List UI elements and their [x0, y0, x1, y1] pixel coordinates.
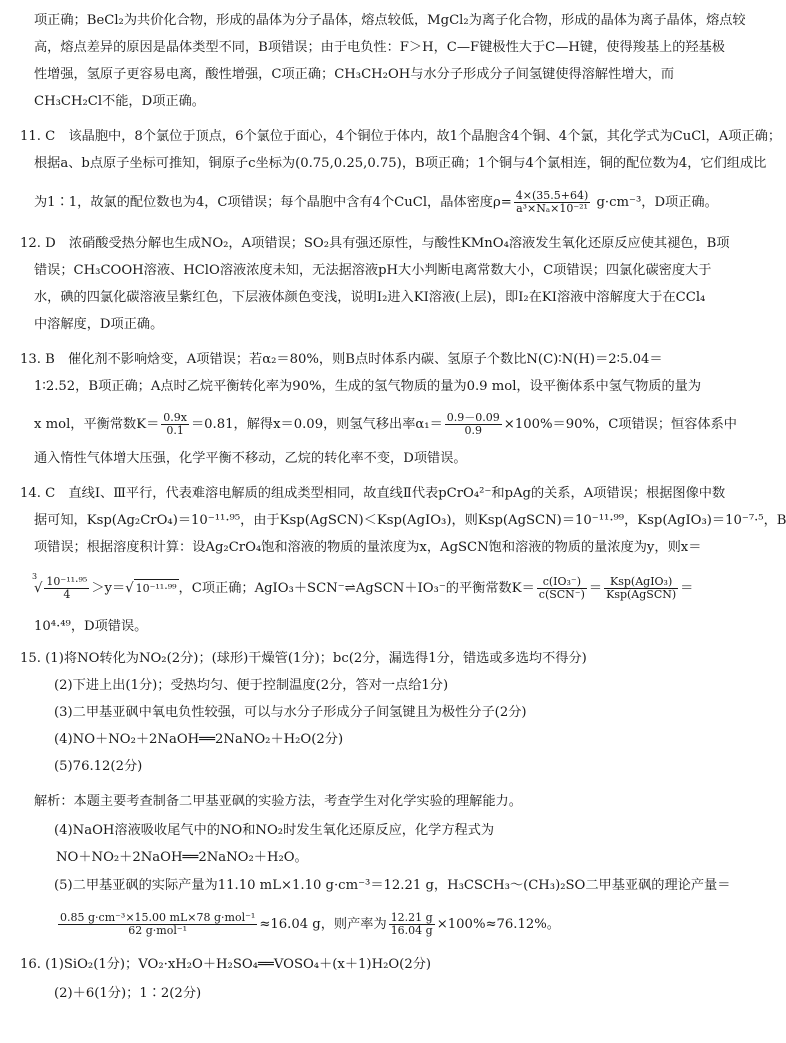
text-line: 项错误；根据溶度积计算：设Ag₂CrO₄饱和溶液的物质的量浓度为x，AgSCN饱和溶液的物质的量浓度为y，则x＝ — [34, 540, 702, 555]
equation-line: NO＋NO₂＋2NaOH══2NaNO₂＋H₂O。 — [56, 850, 308, 865]
answer-16-line: 16. (1)SiO₂(1分)；VO₂·xH₂O＋H₂SO₄══VOSO₄＋(x＋1)H₂O(2分) — [20, 957, 432, 972]
answer-12-line: 12. D 浓硝酸受热分解也生成NO₂，A项错误；SO₂具有强还原性，与酸性KMnO₄溶液发生氧化还原反应使其褪色，B项 — [20, 236, 730, 251]
text-line: 中溶解度，D项正确。 — [34, 317, 164, 332]
text-line-with-fraction: 为1∶1，故氯的配位数也为4，C项错误；每个晶胞中含有4个CuCl，晶体密度ρ= $\frac{4\times(35.5+64)}{\text{a³×Nₐ×10⁻²¹}}$ g·cm⁻³，D项正确。 — [34, 189, 718, 215]
text-line: (5)76.12(2分) — [54, 759, 143, 774]
text-line: 通入惰性气体增大压强，化学平衡不移动，乙烷的转化率不变，D项错误。 — [34, 451, 467, 466]
cube-root: 3 √ $\frac{\text{10⁻¹¹·⁹⁵}}{4}$ — [32, 572, 88, 601]
density-fraction: $\frac{4\times(35.5+64)}{\text{a³×Nₐ×10⁻²¹}}$ — [515, 189, 589, 215]
answer-14-line: 14. C 直线Ⅰ、Ⅲ平行，代表难溶电解质的组成类型相同，故直线Ⅱ代表pCrO₄²⁻和pAg的关系，A项错误；根据图像中数 — [20, 486, 726, 501]
text-line: CH₃CH₂Cl不能，D项正确。 — [34, 94, 205, 109]
answer-15-line: 15. (1)将NO转化为NO₂(2分)；(球形)干燥管(1分)；bc(2分，漏选得1分，错选或多选均不得分) — [20, 651, 587, 666]
yield-rate-fraction: $\frac{12.21 g}{16.04 g}$ — [390, 911, 433, 937]
text-line: (2)下进上出(1分)；受热均匀、便于控制温度(2分，答对一点给1分) — [54, 678, 449, 693]
text-line: (3)二甲基亚砜中氧电负性较强，可以与水分子形成分子间氢键且为极性分子(2分) — [54, 705, 527, 720]
theoretical-yield-fraction: $\frac{\text{0.85 g·cm⁻³×15.00 mL×78 g·mol⁻¹}}{\text{62 g·mol⁻¹}}$ — [60, 911, 256, 937]
equilibrium-constant-fraction: $\frac{0.9x}{0.1}$ — [163, 411, 187, 437]
text-line: 性增强，氢原子更容易电离，酸性增强，C项正确；CH₃CH₂OH与水分子形成分子间氢键使得溶解性增大，而 — [34, 67, 675, 82]
text-line: 据可知，Ksp(Ag₂CrO₄)＝10⁻¹¹·⁹⁵，由于Ksp(AgSCN)＜Ksp(AgIO₃)，则Ksp(AgSCN)＝10⁻¹¹·⁹⁹，Ksp(AgIO₃)＝10⁻⁷·⁵，B — [34, 513, 786, 528]
text-line: (4)NaOH溶液吸收尾气中的NO和NO₂时发生氧化还原反应，化学方程式为 — [54, 823, 495, 838]
square-root: 10⁻¹¹·⁹⁹ — [134, 579, 179, 598]
answer-13-line: 13. B 催化剂不影响焓变，A项错误；若α₂＝80%，则B点时体系内碳、氢原子个数比N(C)∶N(H)＝2∶5.04＝ — [20, 352, 663, 367]
text-line: 10⁴·⁴⁹，D项错误。 — [34, 619, 148, 634]
text-line: 1∶2.52，B项正确；A点时乙烷平衡转化率为90%，生成的氢气物质的量为0.9 mol，设平衡体系中氢气物质的量为 — [34, 379, 702, 394]
text-line: 根据a、b点原子坐标可推知，铜原子c坐标为(0.75,0.25,0.75)，B项正确；1个铜与4个氯相连，铜的配位数为4，它们组成比 — [34, 156, 767, 171]
text-line: 高，熔点差异的原因是晶体类型不同，B项错误；由于电负性：F＞H，C—F键极性大于C—H键，使得羧基上的羟基极 — [34, 40, 725, 55]
analysis-line: 解析：本题主要考查制备二甲基亚砜的实验方法，考查学生对化学实验的理解能力。 — [34, 794, 522, 809]
k-ksp-fraction: $\frac{\text{Ksp(AgIO₃)}}{\text{Ksp(AgSCN)}}$ — [606, 575, 677, 601]
text-line-with-fraction: 3 √ $\frac{\text{10⁻¹¹·⁹⁵}}{4}$ ＞y＝√ 10⁻¹¹·⁹⁹ ，C项正确；AgIO₃＋SCN⁻⇌AgSCN＋IO₃⁻的平衡常数K＝ $\frac{\text{c(IO₃⁻)}}{\text{c(SCN⁻)}}$ ＝ $\frac{\text{Ksp(AgIO₃)}}{\text{Ksp(AgSCN)}}$ ＝ — [32, 572, 694, 601]
text-line-with-fraction: $\frac{\text{0.85 g·cm⁻³×15.00 mL×78 g·mol⁻¹}}{\text{62 g·mol⁻¹}}$ ≈16.04 g，则产率为 $\frac{12.21 g}{16.04 g}$ ×100%≈76.12%。 — [60, 911, 560, 937]
k-concentration-fraction: $\frac{\text{c(IO₃⁻)}}{\text{c(SCN⁻)}}$ — [538, 575, 585, 601]
text-line: 水，碘的四氯化碳溶液呈紫红色，下层液体颜色变浅，说明I₂进入KI溶液(上层)，即I₂在KI溶液中溶解度大于在CCl₄ — [34, 290, 706, 305]
text-line-with-fraction: x mol，平衡常数K＝ $\frac{0.9x}{0.1}$ ＝0.81，解得x＝0.09，则氢气移出率α₁＝ $\frac{0.9-0.09}{0.9}$ ×100%＝90%，C项错误；恒容体系中 — [34, 411, 737, 437]
text-line: 错误；CH₃COOH溶液、HClO溶液浓度未知，无法据溶液pH大小判断电离常数大小，C项错误；四氯化碳密度大于 — [34, 263, 712, 278]
answer-11-line: 11. C 该晶胞中，8个氯位于顶点，6个氯位于面心，4个铜位于体内，故1个晶胞含4个铜、4个氯，其化学式为CuCl，A项正确； — [20, 129, 782, 144]
text-line: (2)＋6(1分)；1∶2(2分) — [54, 986, 202, 1001]
text-line: (4)NO＋NO₂＋2NaOH══2NaNO₂＋H₂O(2分) — [54, 732, 344, 747]
text-line: 项正确；BeCl₂为共价化合物，形成的晶体为分子晶体，熔点较低，MgCl₂为离子化合物，形成的晶体为离子晶体，熔点较 — [34, 13, 746, 28]
text-line: (5)二甲基亚砜的实际产量为11.10 mL×1.10 g·cm⁻³＝12.21 g，H₃CSCH₃～(CH₃)₂SO二甲基亚砜的理论产量＝ — [54, 878, 731, 893]
removal-rate-fraction: $\frac{0.9-0.09}{0.9}$ — [446, 411, 500, 437]
